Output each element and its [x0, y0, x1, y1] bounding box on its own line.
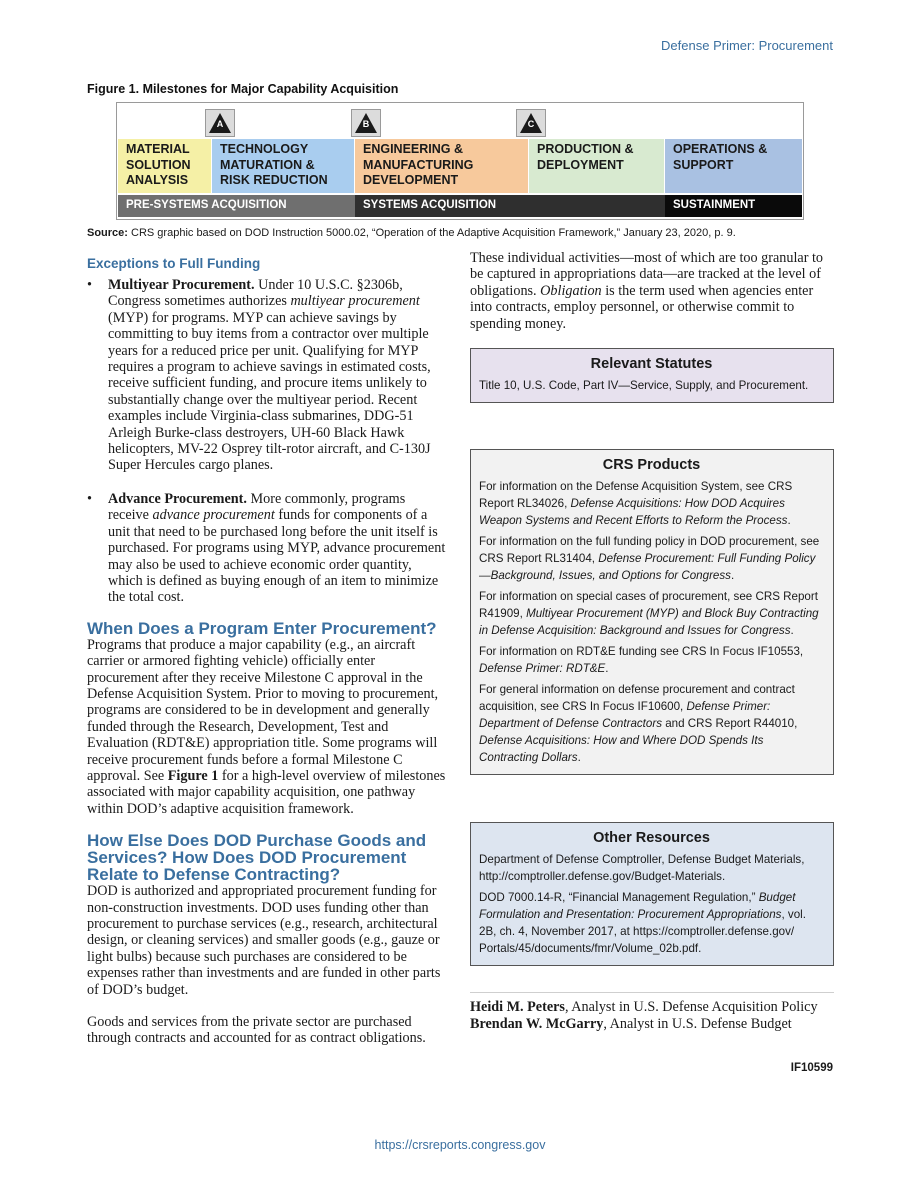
entry-end: . [790, 624, 794, 637]
figure-reference: Figure 1 [167, 767, 219, 784]
heading-program-enter-procurement: When Does a Program Enter Procurement? [87, 618, 437, 638]
bullet-emphasis: advance procurement [152, 507, 275, 524]
statutes-title: Relevant Statutes [590, 356, 713, 372]
bullet-icon: • [87, 277, 92, 293]
author-name: Brendan W. McGarry [470, 1016, 604, 1032]
running-header: Defense Primer: Procurement [661, 38, 833, 53]
entry-title: Defense Acquisitions: How and Where DOD Spends Its Contracting Dollars [479, 734, 764, 764]
author-name: Heidi M. Peters [470, 999, 565, 1015]
milestone-a-letter: A [216, 119, 224, 129]
footer-url[interactable]: https://crsreports.congress.gov [374, 1138, 546, 1152]
figure-source [87, 227, 847, 239]
milestone-b-letter: B [362, 119, 370, 129]
author-role: , Analyst in U.S. Defense Acquisition Policy [564, 999, 818, 1015]
source-text: CRS graphic based on DOD Instruction 5000.02, “Operation of the Adaptive Acquisition Framework,” January 23, 2020, p. 9. [127, 227, 736, 239]
paragraph-text: These individual activities—most of which are too granular to be captured in appropriations data—are tracked at the level of obligations. [470, 250, 824, 299]
author-line [470, 999, 834, 1016]
phase-material-solution-analysis: MATERIAL SOLUTION ANALYSIS [118, 139, 211, 193]
other-resources-box [470, 822, 834, 966]
entry-text: DOD 7000.14-R, “Financial Management Regulation,” [479, 891, 759, 904]
entry-text: For general information on defense procurement and contract acquisition, see CRS In Focus IF10600, [479, 683, 795, 713]
resource-entry: Department of Defense Comptroller, Defense Budget Materials, http://comptroller.defense.gov/Budget-Materials. [479, 853, 805, 883]
paragraph-contracts: Goods and services from the private sector are purchased through contracts and accounted for as contract obligations. [87, 1014, 426, 1047]
bar-systems-acquisition: SYSTEMS ACQUISITION [355, 195, 665, 217]
bar-sustainment: SUSTAINMENT [665, 195, 802, 217]
phase-production-deployment: PRODUCTION & DEPLOYMENT [529, 139, 664, 193]
entry-title: Defense Acquisitions: How DOD Acquires Weapon Systems and Recent Efforts to Reform the Process [479, 497, 788, 527]
statutes-text: Title 10, U.S. Code, Part IV—Service, Supply, and Procurement. [479, 379, 809, 392]
author-role: , Analyst in U.S. Defense Budget [603, 1016, 792, 1032]
crs-products-title: CRS Products [602, 457, 701, 473]
author-block [470, 992, 834, 1033]
milestone-c-icon [516, 109, 546, 137]
bullet-text: Under 10 U.S.C. §2306b, Congress sometimes authorizes [108, 277, 403, 310]
entry-title: Budget Formulation and Presentation: Procurement Appropriations [479, 891, 796, 921]
entry-text: For information on special cases of procurement, see CRS Report R41909, [479, 590, 818, 620]
entry-text: For information on the Defense Acquisition System, see CRS Report RL34026, [479, 480, 793, 510]
paragraph-enter-procurement [87, 637, 449, 817]
milestone-b-icon [351, 109, 381, 137]
crs-product-entry [479, 478, 824, 529]
bullet-text: funds for components of a unit that need to be purchased long before the unit itself is purchased. For programs using MYP, advance procurement may also be used to achieve economic order quantity, which is defined as buying enough of an item to minimize the total cost. [108, 507, 446, 606]
source-label: Source: [87, 227, 128, 239]
paragraph-other-purchases: DOD is authorized and appropriated procurement funding for non-construction investments. DOD uses funding other than procurement to purchase services (e.g., research, architectural design, or cleaning services) and smaller goods (e.g., gauze or light bulbs) because such purchases are considered to be expenses rather than investments and are funded in other parts of DOD’s budget. [87, 883, 441, 998]
phase-operations-support: OPERATIONS & SUPPORT [665, 139, 802, 193]
entry-text: For information on RDT&E funding see CRS In Focus IF10553, [479, 645, 804, 658]
phase-engineering-manufacturing: ENGINEERING & MANUFACTURING DEVELOPMENT [355, 139, 528, 193]
crs-product-entry [479, 681, 824, 766]
milestones-diagram [116, 102, 804, 220]
paragraph-text: for a high-level overview of milestones associated with major capability acquisition, one pathway within DOD’s adaptive acquisition framework. [87, 767, 446, 817]
bullet-emphasis: multiyear procurement [290, 293, 420, 310]
other-resources-title: Other Resources [593, 830, 710, 846]
bullet-lead: Advance Procurement. [108, 490, 247, 507]
heading-other-purchases: How Else Does DOD Purchase Goods and Services? How Does DOD Procurement Relate to Defense Contracting? [87, 831, 427, 885]
milestone-c-letter: C [527, 119, 535, 129]
author-line [470, 1016, 834, 1033]
paragraph-text: Programs that produce a major capability (e.g., an aircraft carrier or armored fighting vehicle) officially enter procurement after they receive Milestone C approval in the Defense Acquisition System. Prior to moving to procurement, programs are considered to be in development and generally funded through the Research, Development, Test and Evaluation (RDT&E) appropriation title. Some programs will receive procurement funds before a formal Milestone C approval. See [87, 636, 439, 784]
right-column-text [470, 250, 836, 332]
resource-entry [479, 889, 824, 957]
entry-title: Multiyear Procurement (MYP) and Block Buy Contracting in Defense Acquisition: Background and Issues for Congress [479, 607, 819, 637]
bar-pre-systems-acquisition: PRE-SYSTEMS ACQUISITION [118, 195, 355, 217]
entry-title: Defense Primer: RDT&E [479, 662, 606, 675]
phase-technology-maturation: TECHNOLOGY MATURATION & RISK REDUCTION [212, 139, 354, 193]
paragraph-obligations [470, 250, 836, 332]
exceptions-list [87, 277, 449, 606]
paragraph-text: is the term used when agencies enter into contracts, employ personnel, or otherwise commit to spending money. [470, 282, 814, 332]
milestone-a-icon [205, 109, 235, 137]
report-id: IF10599 [790, 1062, 833, 1074]
entry-end: . [577, 751, 581, 764]
list-item [87, 277, 449, 474]
term-emphasis: Obligation [540, 282, 602, 299]
entry-end: . [787, 514, 791, 527]
crs-product-entry [479, 588, 824, 639]
entry-text: and CRS Report R44010, [662, 717, 798, 730]
entry-title: Defense Primer: Department of Defense Contractors [479, 700, 771, 730]
list-item [87, 491, 449, 606]
relevant-statutes-box [470, 348, 834, 403]
bullet-text: More commonly, programs receive [108, 490, 406, 524]
entry-end: . [605, 662, 609, 675]
figure-title: Figure 1. Milestones for Major Capability Acquisition [87, 82, 399, 96]
entry-end: . [730, 569, 735, 582]
bullet-icon: • [87, 490, 92, 507]
exceptions-heading: Exceptions to Full Funding [87, 256, 261, 271]
entry-text: , vol. 2B, ch. 4, November 2017, at https://comptroller.defense.gov/ Portals/45/documents/fmr/Volume_02b.pdf. [479, 908, 806, 955]
entry-text: For information on the full funding policy in DOD procurement, see CRS Report RL31404, [479, 535, 820, 565]
crs-product-entry [479, 643, 824, 677]
crs-products-box [470, 449, 834, 775]
crs-product-entry [479, 533, 824, 584]
entry-title: Defense Procurement: Full Funding Policy—Background, Issues, and Options for Congress [479, 552, 816, 582]
bullet-text: (MYP) for programs. MYP can achieve savings by committing to buy items from a contractor over multiple years for a reduced price per unit. Qualifying for MYP requires a program to achieve savings in estimated costs, receive sufficient funding, and procure items unlikely to substantially change over the multiyear period. Recent examples include Virginia-class submarines, DDG-51 Arleigh Burke-class destroyers, UH-60 Black Hawk helicopters, MV-22 Osprey tilt-rotor aircraft, and C-130J Super Hercules cargo planes. [108, 309, 431, 474]
bullet-lead: Multiyear Procurement. [108, 277, 255, 293]
left-column [87, 256, 449, 1047]
